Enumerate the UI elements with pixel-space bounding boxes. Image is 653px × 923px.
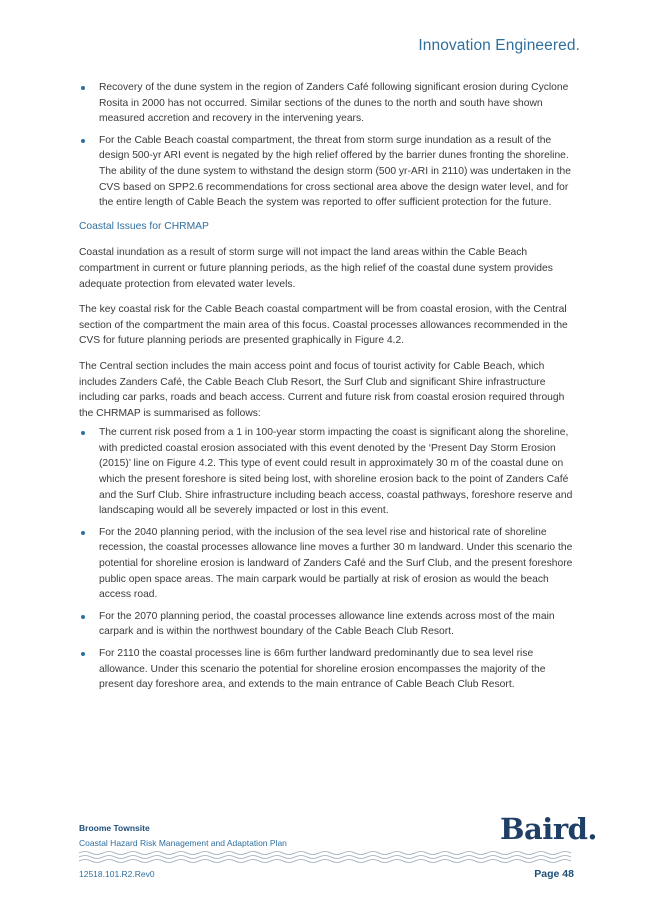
- list-item: [79, 609, 579, 640]
- header-tagline: Innovation Engineered.: [418, 37, 580, 54]
- list-item: [79, 133, 579, 211]
- list-item: [79, 425, 579, 519]
- list-item: [79, 646, 579, 693]
- list-item: [79, 525, 579, 603]
- footer-wave-divider: [79, 850, 575, 864]
- list-item-text: For the 2040 planning period, with the inclusion of the sea level rise and historical rate of shoreline recession, the coastal processes allowance line moves a further 30 m landward. Under this scenario the potential for shoreline erosion is landward of Zanders Café and the Surf Club, and the present foreshore public open space areas. The main carpark would be partially at risk of erosion as would the beach access road.: [99, 526, 573, 601]
- list-item-text: For 2110 the coastal processes line is 66m further landward predominantly due to sea level rise allowance. Under this scenario the potential for shoreline erosion encompasses the majority of the present day foreshore area, and extends to the main entrance of Cable Beach Club Resort.: [99, 648, 546, 691]
- bullet-list-bottom: [79, 425, 579, 693]
- list-item: [79, 80, 579, 127]
- list-item-text: The current risk posed from a 1 in 100-year storm impacting the coast is significant along the shoreline, with predicted coastal erosion associated with this event denoted by the ‘Present Day Storm Erosion (2015)’ line on Figure 4.2. This type of event could result in approximately 30 m of the coastal dune on which the present foreshore is sited being lost, with shoreline erosion back to the point of Zanders Café and the Surf Club. Shire infrastructure including beach access, coastal pathways, foreshore reserve and landscaping would all be severely impacted or lost in this event.: [99, 427, 573, 517]
- list-item-text: For the Cable Beach coastal compartment, the threat from storm surge inundation as a result of the design 500-yr ARI event is negated by the high relief offered by the barrier dunes fronting the shoreline. The ability of the dune system to withstand the design storm (500 yr-ARI in 2110) was undertaken in the CVS based on SPP2.6 recommendations for cross sectional area above the design water level, and for the entire length of Cable Beach the system was reported to offer sufficient protection for the future.: [99, 134, 571, 209]
- footer-subtitle: Coastal Hazard Risk Management and Adaptation Plan: [79, 838, 287, 848]
- list-item-text: For the 2070 planning period, the coastal processes allowance line extends across most of the main carpark and is within the northwest boundary of the Cable Beach Club Resort.: [99, 610, 555, 638]
- baird-logo: Baird.: [500, 812, 597, 846]
- section-heading: Coastal Issues for CHRMAP: [79, 220, 209, 232]
- list-item-text: Recovery of the dune system in the region of Zanders Café following significant erosion during Cyclone Rosita in 2000 has not occurred. Similar sections of the dunes to the north and south have shown measured accretion and recovery in the intervening years.: [99, 82, 569, 125]
- bullet-icon: [81, 615, 85, 619]
- bullet-list-top: [79, 80, 579, 211]
- bullet-icon: [81, 531, 85, 535]
- page-body: [79, 80, 579, 699]
- paragraph: Coastal inundation as a result of storm surge will not impact the land areas within the Cable Beach compartment in current or future planning periods, as the high relief of the coastal dune system provides adequate protection from elevated water levels.: [79, 247, 553, 290]
- bullet-icon: [81, 86, 85, 90]
- page-number: Page 48: [534, 868, 574, 880]
- bullet-icon: [81, 652, 85, 656]
- document-code: 12518.101.R2.Rev0: [79, 869, 155, 879]
- footer-title: Broome Townsite: [79, 823, 150, 833]
- bullet-icon: [81, 431, 85, 435]
- bullet-icon: [81, 139, 85, 143]
- paragraph: The Central section includes the main access point and focus of tourist activity for Cable Beach, which includes Zanders Café, the Cable Beach Club Resort, the Surf Club and significant Shire infrastructure including car parks, roads and beach access. Current and future risk from coastal erosion required through the CHRMAP is summarised as follows:: [79, 360, 565, 419]
- paragraph: The key coastal risk for the Cable Beach coastal compartment will be from coastal erosion, with the Central section of the compartment the main area of this focus. Coastal processes allowances recommended in the CVS for future planning periods are presented graphically in Figure 4.2.: [79, 304, 568, 347]
